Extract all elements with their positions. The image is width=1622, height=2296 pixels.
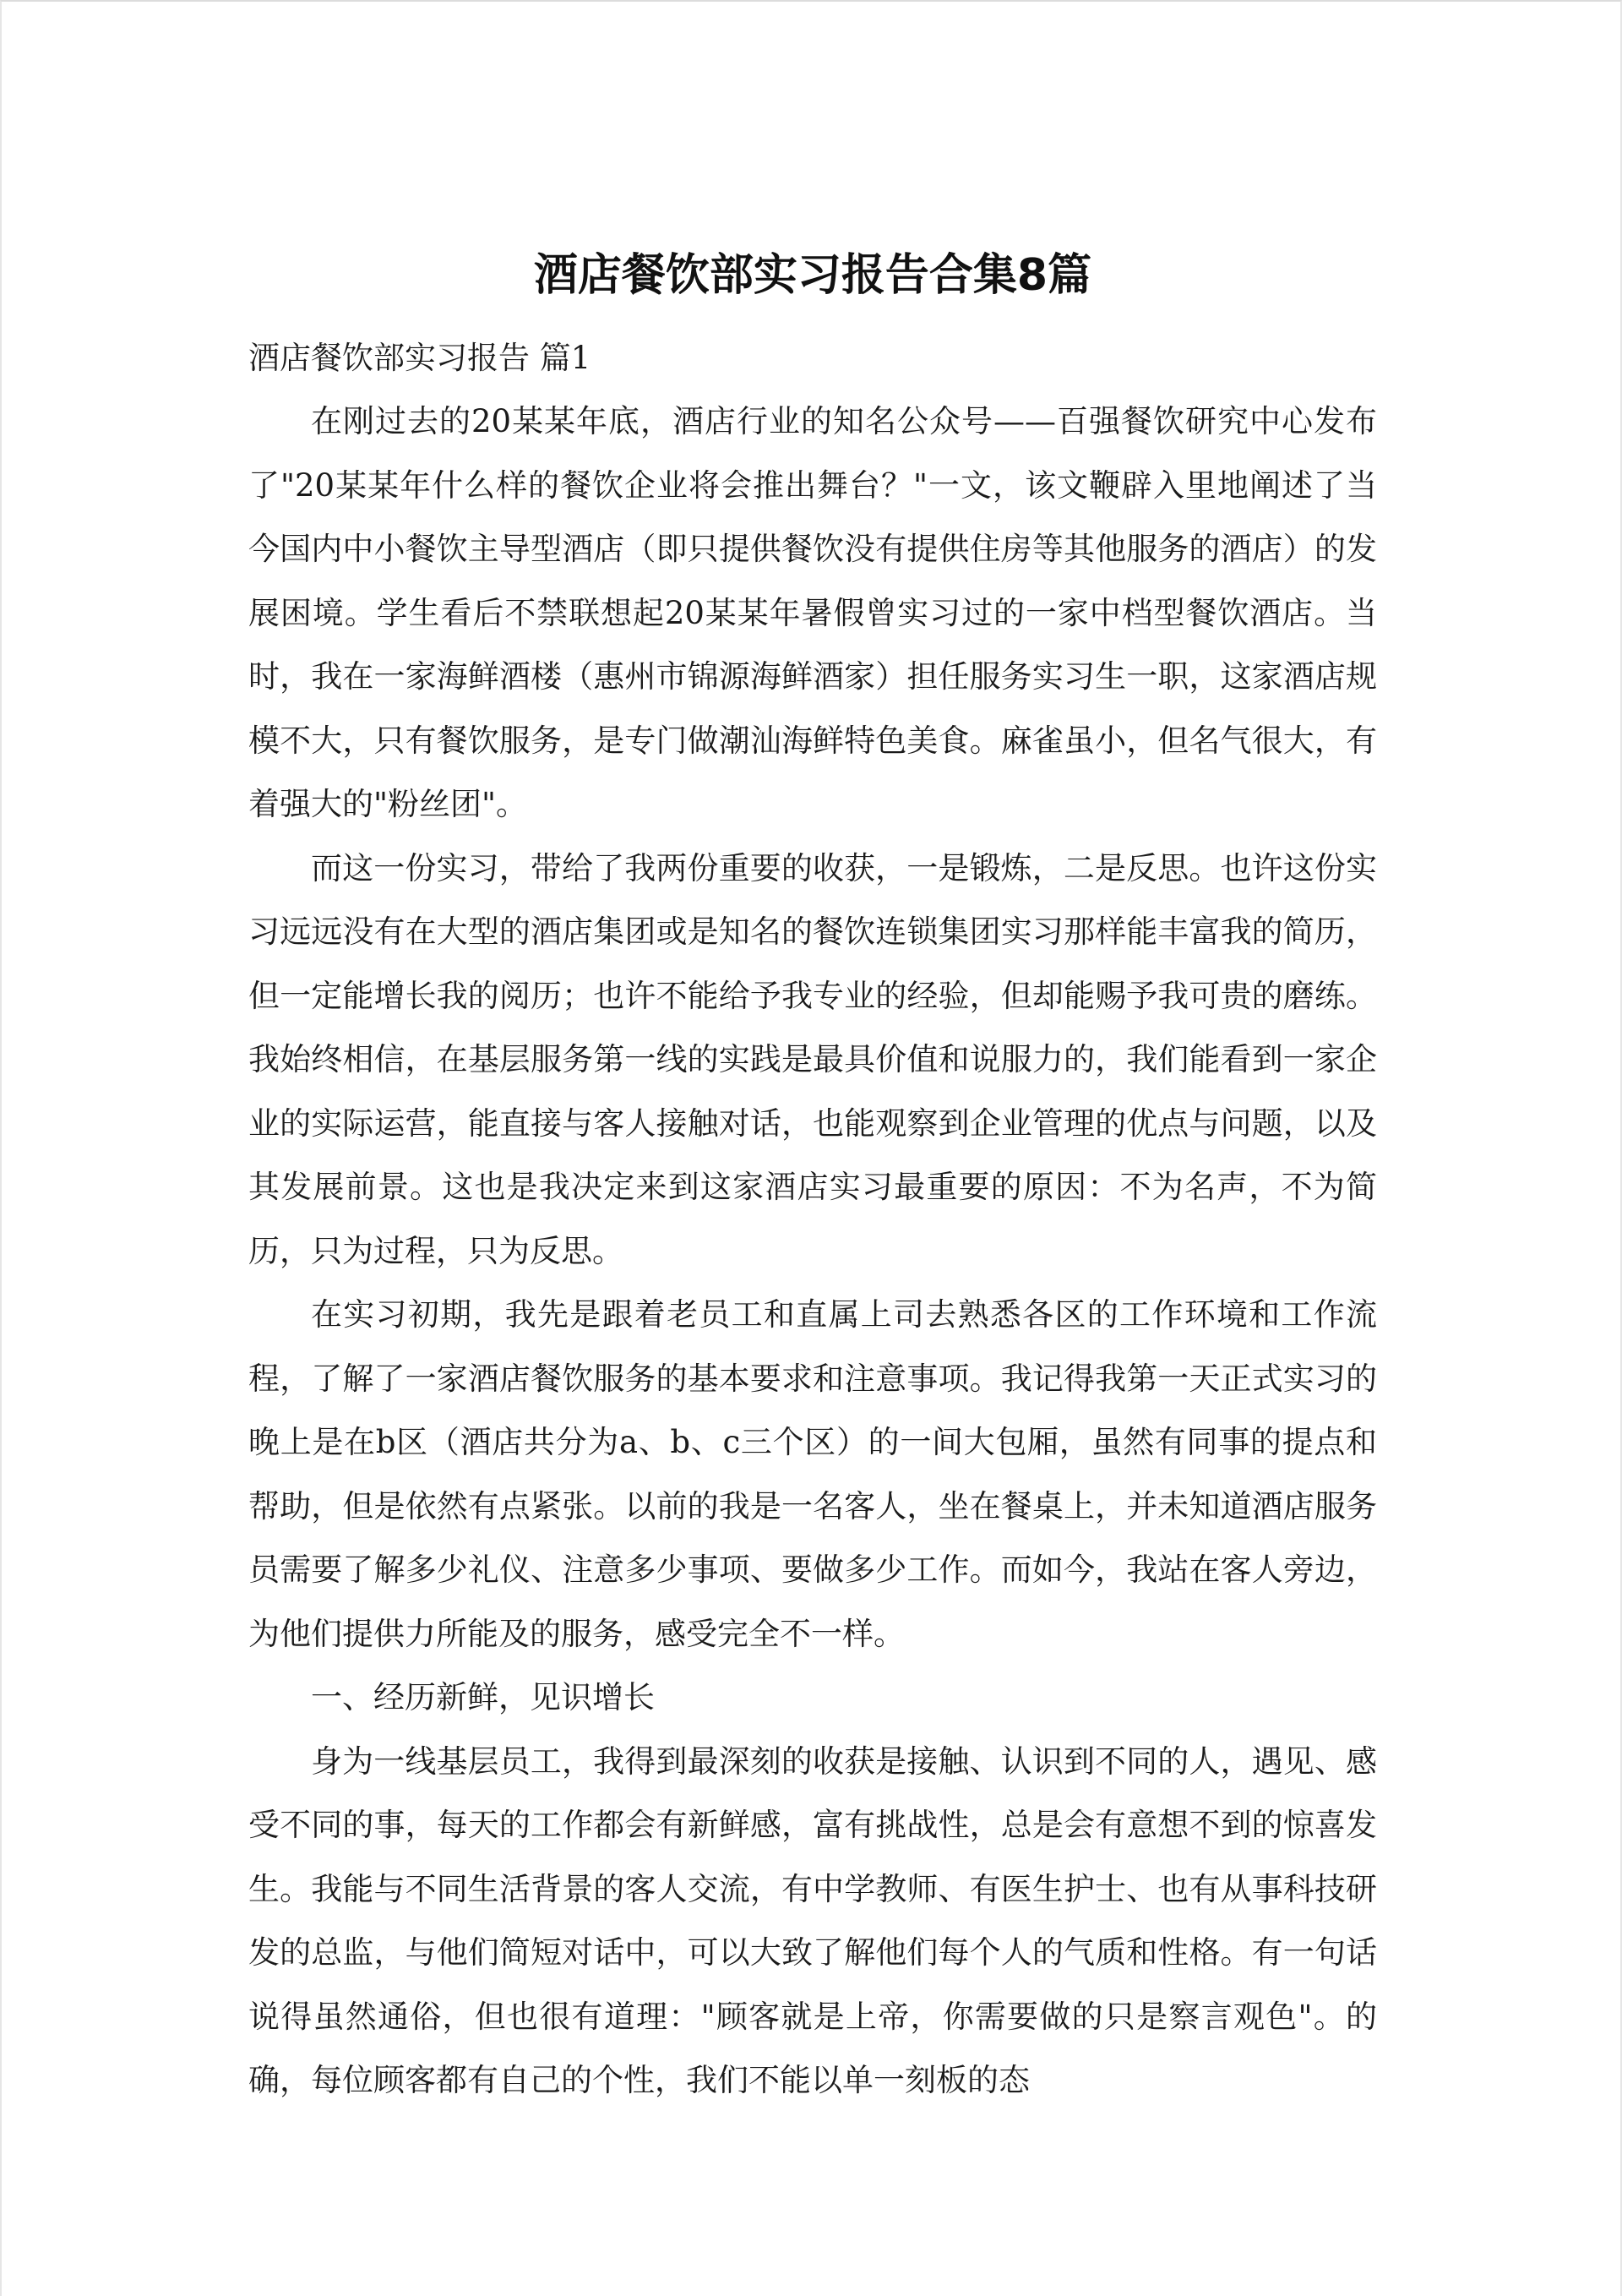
paragraph-4: 身为一线基层员工，我得到最深刻的收获是接触、认识到不同的人，遇见、感受不同的事，每天的工作都会有新鲜感，富有挑战性，总是会有意想不到的惊喜发生。我能与不同生活背景的客人交流，有中学教师、有医生护士、也有从事科技研发的总监，与他们简短对话中，可以大致了解他们每个人的气质和性格。有一句话说得虽然通俗，但也很有道理："顾客就是上帝，你需要做的只是察言观色"。的确，每位顾客都有自己的个性，我们不能以单一刻板的态 xyxy=(248,1742,1377,2098)
section-heading: 一、经历新鲜，见识增长 xyxy=(311,1679,655,1715)
paragraph-2: 而这一份实习，带给了我两份重要的收获，一是锻炼，二是反思。也许这份实习远远没有在大型的酒店集团或是知名的餐饮连锁集团实习那样能丰富我的简历，但一定能增长我的阅历；也许不能给予我专业的经验，但却能赐予我可贵的磨练。我始终相信，在基层服务第一线的实践是最具价值和说服力的，我们能看到一家企业的实际运营，能直接与客人接触对话，也能观察到企业管理的优点与问题，以及其发展前景。这也是我决定来到这家酒店实习最重要的原因：不为名声，不为简历，只为过程，只为反思。 xyxy=(248,849,1377,1269)
document-title: 酒店餐饮部实习报告合集8篇 xyxy=(533,250,1092,301)
document-body xyxy=(248,326,1377,2113)
paragraph-1: 在刚过去的20某某年底，酒店行业的知名公众号——百强餐饮研究中心发布了"20某某年什么样的餐饮企业将会推出舞台？"一文，该文鞭辟入里地阐述了当今国内中小餐饮主导型酒店（即只提供餐饮没有提供住房等其他服务的酒店）的发展困境。学生看后不禁联想起20某某年暑假曾实习过的一家中档型餐饮酒店。当时，我在一家海鲜酒楼（惠州市锦源海鲜酒家）担任服务实习生一职，这家酒店规模不大，只有餐饮服务，是专门做潮汕海鲜特色美食。麻雀虽小，但名气很大，有着强大的"粉丝团"。 xyxy=(248,403,1377,822)
report-subtitle: 酒店餐饮部实习报告 篇1 xyxy=(248,340,591,376)
paragraph-3: 在实习初期，我先是跟着老员工和直属上司去熟悉各区的工作环境和工作流程，了解了一家酒店餐饮服务的基本要求和注意事项。我记得我第一天正式实习的晚上是在b区（酒店共分为a、b、c三个区）的一间大包厢，虽然有同事的提点和帮助，但是依然有点紧张。以前的我是一名客人，坐在餐桌上，并未知道酒店服务员需要了解多少礼仪、注意多少事项、要做多少工作。而如今，我站在客人旁边，为他们提供力所能及的服务，感受完全不一样。 xyxy=(248,1296,1377,1652)
